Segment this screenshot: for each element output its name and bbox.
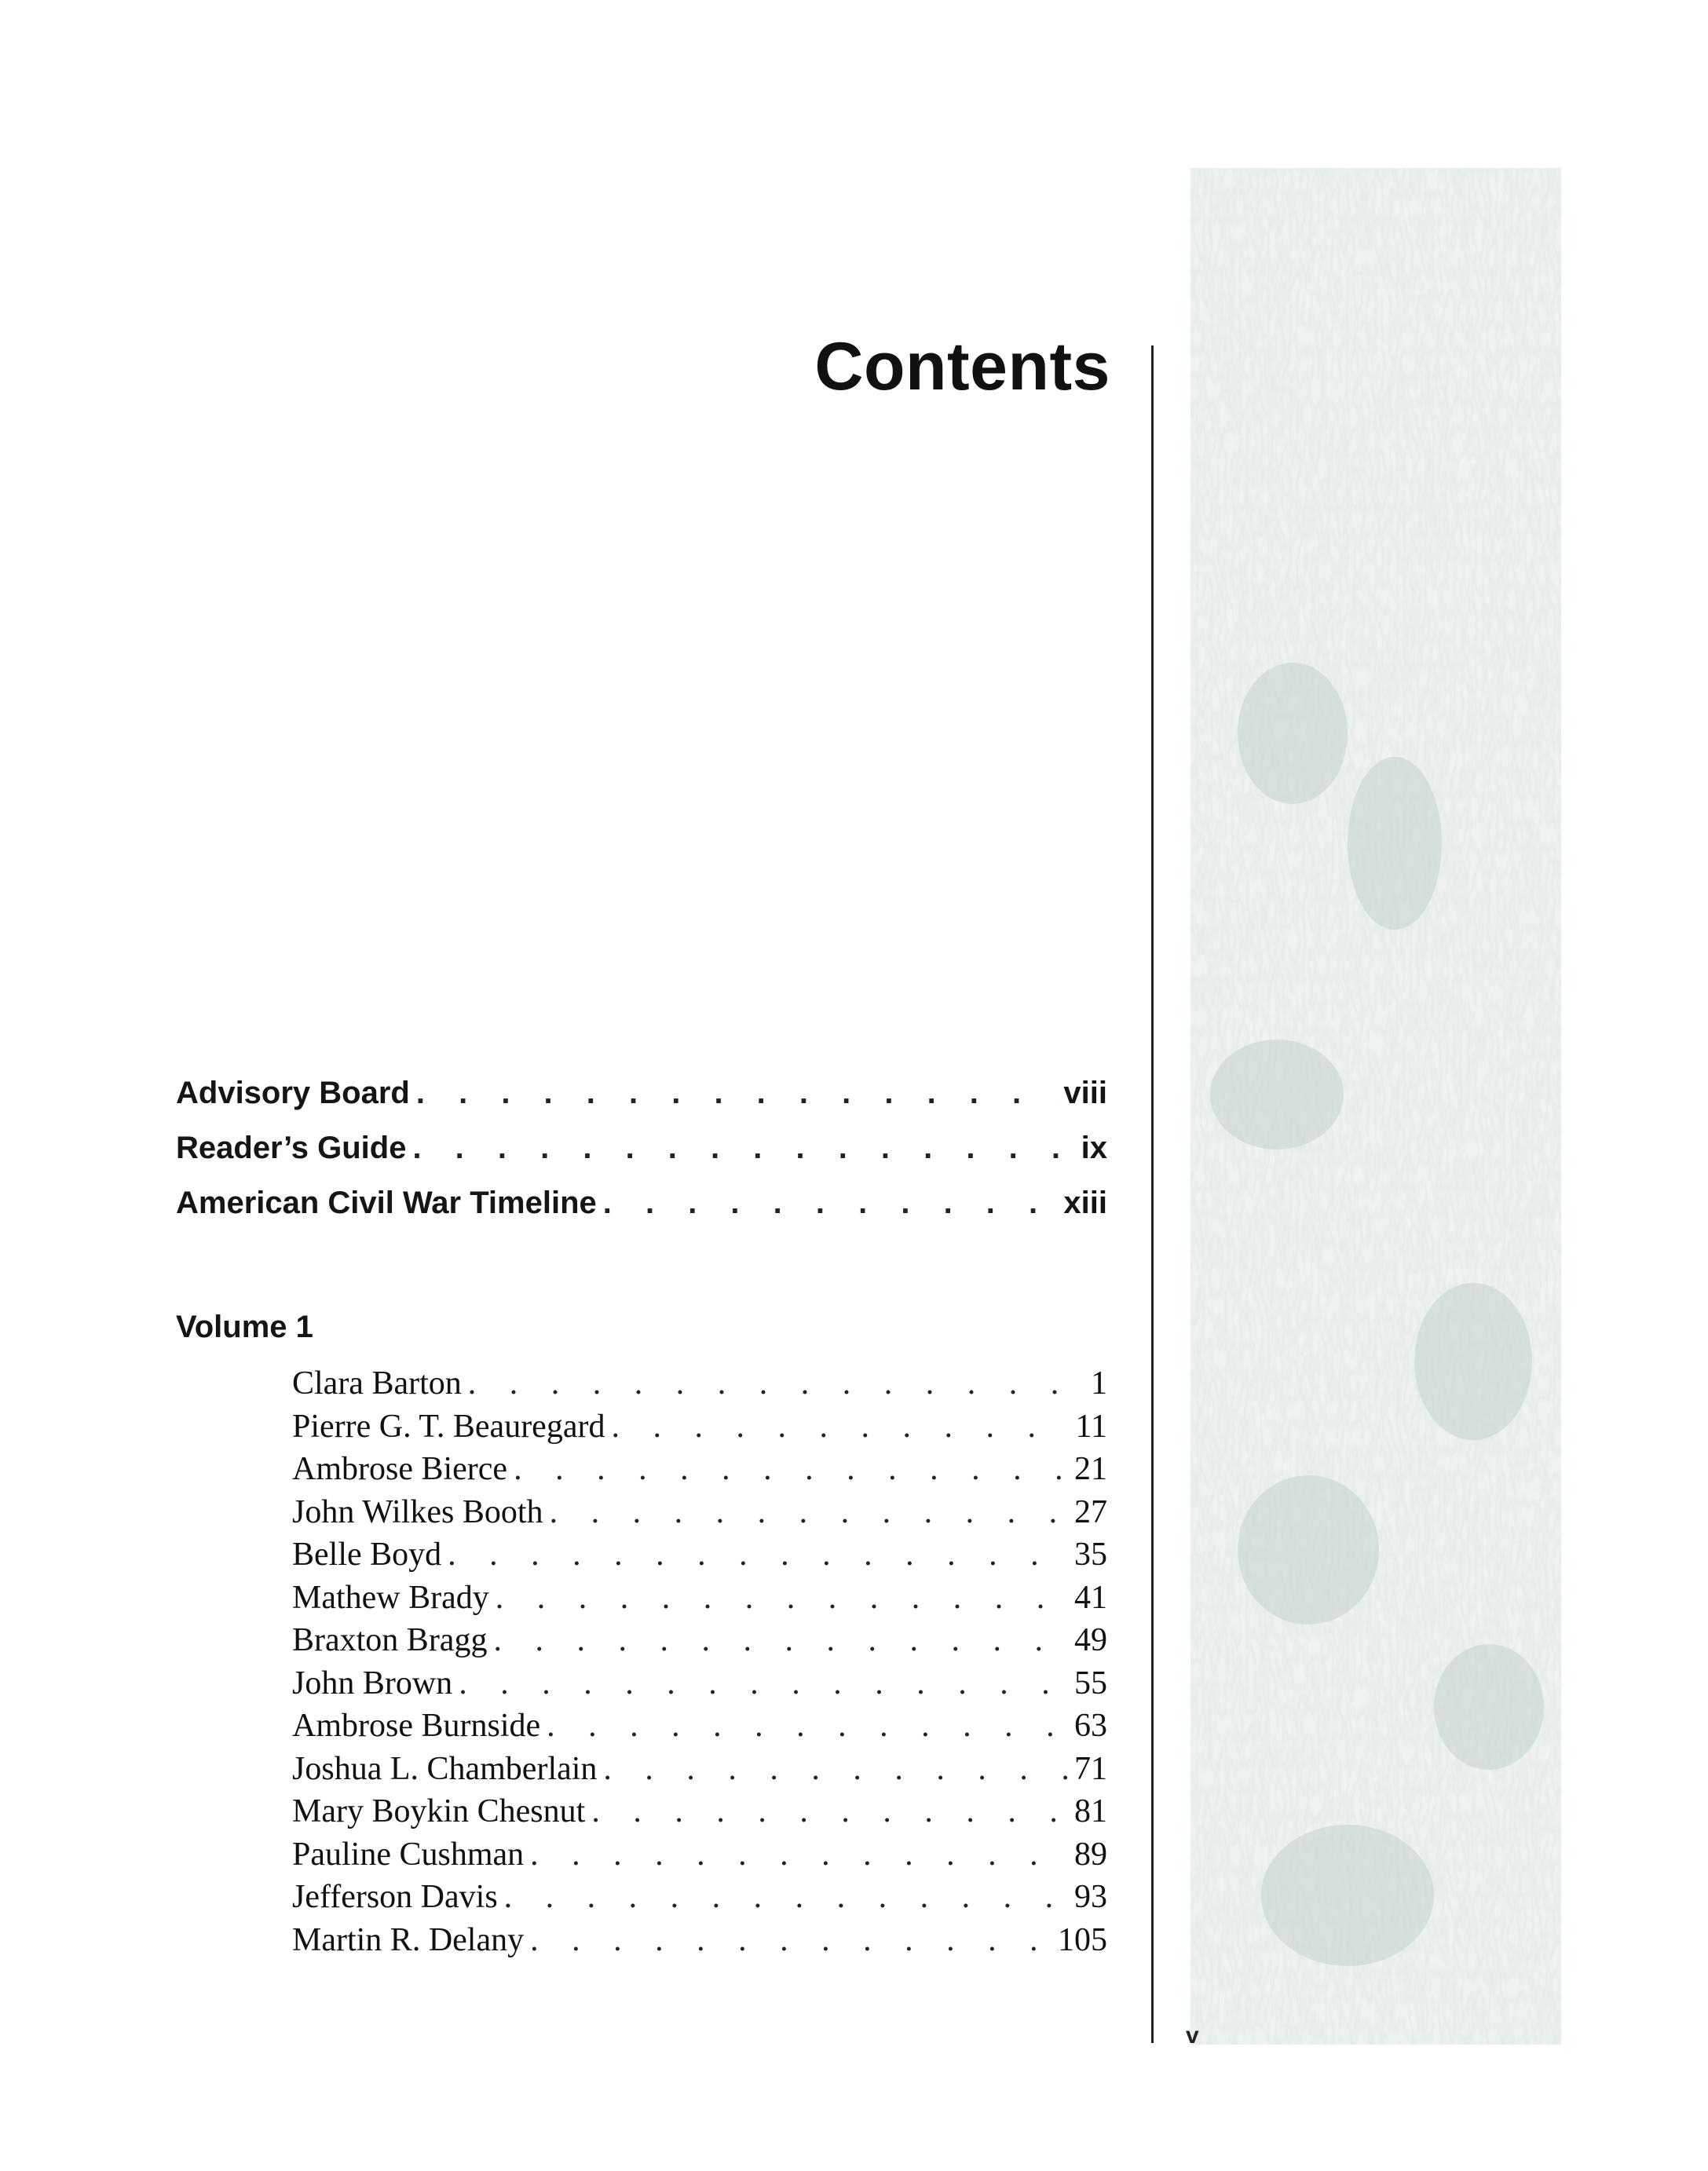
dot-leader [530,1921,1051,1959]
toc-entry[interactable] [292,1408,1107,1451]
vertical-divider [1151,345,1154,2043]
toc-entry-label: Reader’s Guide [176,1131,407,1165]
toc-entry-name: Clara Barton [292,1365,462,1402]
toc-entry-page: 93 [1074,1879,1107,1915]
dot-leader [416,1076,1058,1111]
dot-leader [550,1493,1068,1531]
dot-leader [603,1750,1068,1788]
dot-leader [493,1621,1068,1659]
toc-entry-page: xiii [1063,1186,1107,1220]
decorative-engraving-strip [1190,168,1561,2045]
toc-entry[interactable] [292,1878,1107,1921]
toc-entry-timeline[interactable] [176,1186,1107,1241]
toc-entry[interactable] [292,1793,1107,1836]
toc-entry[interactable] [292,1493,1107,1537]
toc-entry-page: 1 [1091,1365,1107,1402]
dot-leader [603,1186,1058,1221]
toc-entry-page: 49 [1074,1622,1107,1658]
toc-entry-page: 11 [1075,1408,1107,1445]
page-title: Contents [814,329,1110,404]
toc-entry[interactable] [292,1365,1107,1408]
toc-entry-page: 71 [1074,1750,1107,1787]
toc-entry-name: John Wilkes Booth [292,1493,543,1530]
toc-entry[interactable] [292,1921,1107,1964]
toc-entry-page: 21 [1074,1451,1107,1487]
toc-entry[interactable] [292,1579,1107,1622]
dot-leader [448,1536,1068,1573]
toc-entry[interactable] [292,1707,1107,1750]
toc-entry[interactable] [292,1450,1107,1493]
toc-entry[interactable] [292,1750,1107,1793]
dot-leader [611,1408,1069,1446]
toc-entry-name: Jefferson Davis [292,1879,498,1915]
toc-entry-name: Ambrose Burnside [292,1708,541,1744]
toc-entry[interactable] [292,1621,1107,1665]
toc-entry-page: viii [1063,1076,1107,1110]
toc-entry[interactable] [292,1665,1107,1708]
toc-entry-name: Braxton Bragg [292,1622,488,1658]
dot-leader [504,1878,1068,1916]
toc-entry-name: Mary Boykin Chesnut [292,1793,586,1829]
toc-entry-name: Belle Boyd [292,1537,442,1573]
toc-entry-label: Advisory Board [176,1076,410,1110]
toc-entry-name: Joshua L. Chamberlain [292,1750,598,1787]
dot-leader [530,1836,1068,1873]
toc-entry-name: Martin R. Delany [292,1921,525,1958]
front-matter-list [176,1076,1107,1241]
toc-entry-name: Pauline Cushman [292,1836,525,1873]
toc-entry-page: 35 [1074,1537,1107,1573]
dot-leader [459,1665,1068,1702]
toc-entry-name: Ambrose Bierce [292,1451,508,1487]
toc-entry-advisory-board[interactable] [176,1076,1107,1131]
dot-leader [468,1365,1084,1402]
toc-entry-page: 41 [1074,1579,1107,1616]
toc-entry-page: 105 [1058,1921,1107,1958]
toc-entry-page: ix [1081,1131,1107,1165]
toc-entry-name: Pierre G. T. Beauregard [292,1408,605,1445]
toc-entry-name: John Brown [292,1665,453,1701]
volume-heading: Volume 1 [176,1310,313,1344]
toc-entry-page: 63 [1074,1708,1107,1744]
page-number: v [1186,2023,1199,2049]
dot-leader [412,1131,1074,1166]
dot-leader [514,1450,1068,1488]
toc-entry[interactable] [292,1536,1107,1579]
dot-leader [496,1579,1068,1617]
toc-entry[interactable] [292,1836,1107,1879]
toc-entry-readers-guide[interactable] [176,1131,1107,1186]
toc-entry-page: 55 [1074,1665,1107,1701]
toc-entry-page: 89 [1074,1836,1107,1873]
toc-entry-page: 27 [1074,1493,1107,1530]
toc-entry-page: 81 [1074,1793,1107,1829]
toc-entry-label: American Civil War Timeline [176,1186,597,1220]
biography-list [292,1365,1107,1964]
dot-leader [591,1793,1068,1830]
toc-entry-name: Mathew Brady [292,1579,489,1616]
dot-leader [547,1707,1068,1745]
